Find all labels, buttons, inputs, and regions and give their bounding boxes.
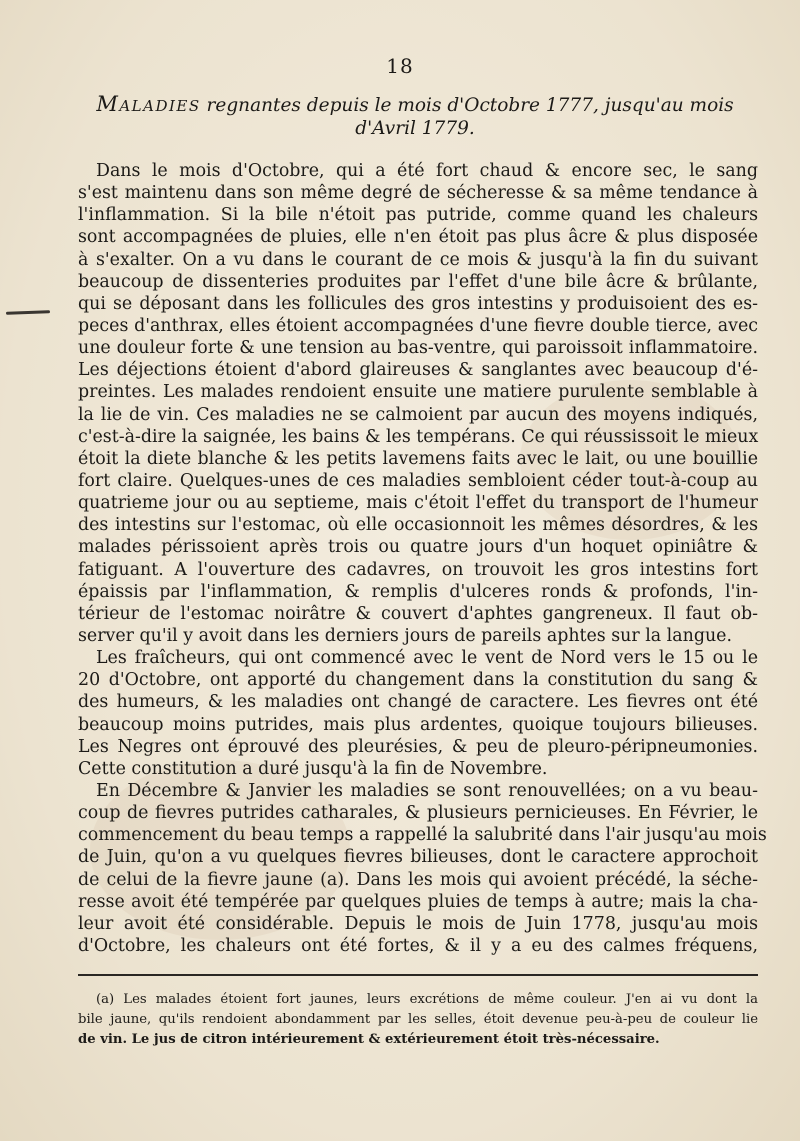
text-line: qui se déposant dans les follicules des gros intestins y produisoient des es- <box>78 293 758 314</box>
margin-ink-mark <box>6 310 50 315</box>
text-line: server qu'il y avoit dans les derniers jours de pareils aphtes sur la langue. <box>78 625 732 646</box>
page-number: 18 <box>386 54 414 78</box>
text-line: la lie de vin. Ces maladies ne se calmoient par aucun des moyens indiqués, <box>78 404 758 425</box>
footnote-line: (a) Les malades étoient fort jaunes, leurs excrétions de même couleur. J'en ai vu dont la <box>96 992 758 1007</box>
text-line: peces d'anthrax, elles étoient accompagnées d'une fievre double tierce, avec <box>78 315 758 336</box>
text-line: de Juin, qu'on a vu quelques fievres bilieuses, dont le caractere approchoit <box>78 847 758 868</box>
text-line: à s'exalter. On a vu dans le courant de ce mois & jusqu'à la fin du suivant <box>78 249 758 270</box>
text-line: coup de fievres putrides catharales, & plusieurs pernicieuses. En Février, le <box>78 803 758 824</box>
section-heading-line-2: d'Avril 1779. <box>355 118 475 139</box>
text-line: commencement du beau temps a rappellé la salubrité dans l'air jusqu'au mois <box>78 825 767 846</box>
heading-small-caps: Maladies <box>96 92 201 116</box>
text-line: une douleur forte & une tension au bas-ventre, qui paroissoit inflammatoire. <box>78 338 758 359</box>
section-heading <box>70 93 760 140</box>
text-line: 20 d'Octobre, ont apporté du changement dans la constitution du sang & <box>78 670 758 691</box>
body-text <box>78 160 767 957</box>
text-line: fatiguant. A l'ouverture des cadavres, on trouvoit les gros intestins fort <box>78 559 758 580</box>
heading-line-1-rest: regnantes depuis le mois d'Octobre 1777, jusqu'au mois <box>200 95 734 116</box>
text-line: des intestins sur l'estomac, où elle occasionnoit les mêmes désordres, & les <box>78 515 758 536</box>
text-line: étoit la diete blanche & les petits lavemens faits avec le lait, ou une bouillie <box>78 448 758 469</box>
text-line: quatrieme jour ou au septieme, mais c'étoit l'effet du transport de l'humeur <box>78 493 758 514</box>
text-line: épaissis par l'inflammation, & remplis d'ulceres ronds & profonds, l'in- <box>78 581 758 602</box>
text-line: Cette constitution a duré jusqu'à la fin de Novembre. <box>78 758 548 779</box>
section-heading-line-1 <box>70 93 760 117</box>
text-line: de celui de la fievre jaune (a). Dans les mois qui avoient précédé, la séche- <box>78 869 758 890</box>
footnote-line: de vin. Le jus de citron intérieurement & extérieurement étoit très-nécessaire. <box>78 1032 660 1047</box>
footnote-rule <box>78 974 758 976</box>
text-line: Les Negres ont éprouvé des pleurésies, & peu de pleuro-péripneumonies. <box>78 736 758 757</box>
text-line: s'est maintenu dans son même degré de sécheresse & sa même tendance à <box>78 183 758 204</box>
text-line: l'inflammation. Si la bile n'étoit pas putride, comme quand les chaleurs <box>78 205 758 226</box>
text-line: beaucoup de dissenteries produites par l'effet d'une bile âcre & brûlante, <box>78 271 758 292</box>
footnote <box>78 990 758 1050</box>
text-line: des humeurs, & les maladies ont changé de caractere. Les fievres ont été <box>78 692 758 713</box>
text-line: térieur de l'estomac noirâtre & couvert d'aphtes gangreneux. Il faut ob- <box>78 603 758 624</box>
text-line: Les fraîcheurs, qui ont commencé avec le vent de Nord vers le 15 ou le <box>96 648 758 669</box>
text-line: d'Octobre, les chaleurs ont été fortes, & il y a eu des calmes fréquens, <box>78 935 758 956</box>
text-line: resse avoit été tempérée par quelques pluies de temps à autre; mais la cha- <box>78 891 758 912</box>
footnote-line: bile jaune, qu'ils rendoient abondamment par les selles, étoit devenue peu-à-peu de couleur lie <box>78 1012 758 1027</box>
text-line: Dans le mois d'Octobre, qui a été fort chaud & encore sec, le sang <box>96 161 758 181</box>
text-line: fort claire. Quelques-unes de ces maladies sembloient céder tout-à-coup au <box>78 470 758 491</box>
text-line: preintes. Les malades rendoient ensuite une matiere purulente semblable à <box>78 382 758 403</box>
text-line: malades périssoient après trois ou quatre jours d'un hoquet opiniâtre & <box>78 537 758 558</box>
text-line: sont accompagnées de pluies, elle n'en étoit pas plus âcre & plus disposée <box>78 227 758 248</box>
text-line: beaucoup moins putrides, mais plus ardentes, quoique toujours bilieuses. <box>78 714 758 735</box>
text-line: Les déjections étoient d'abord glaireuses & sanglantes avec beaucoup d'é- <box>78 360 758 381</box>
text-line: En Décembre & Janvier les maladies se sont renouvellées; on a vu beau- <box>96 780 758 801</box>
text-line: leur avoit été considérable. Depuis le mois de Juin 1778, jusqu'au mois <box>78 913 758 934</box>
text-line: c'est-à-dire la saignée, les bains & les tempérans. Ce qui réussissoit le mieux <box>78 426 759 447</box>
